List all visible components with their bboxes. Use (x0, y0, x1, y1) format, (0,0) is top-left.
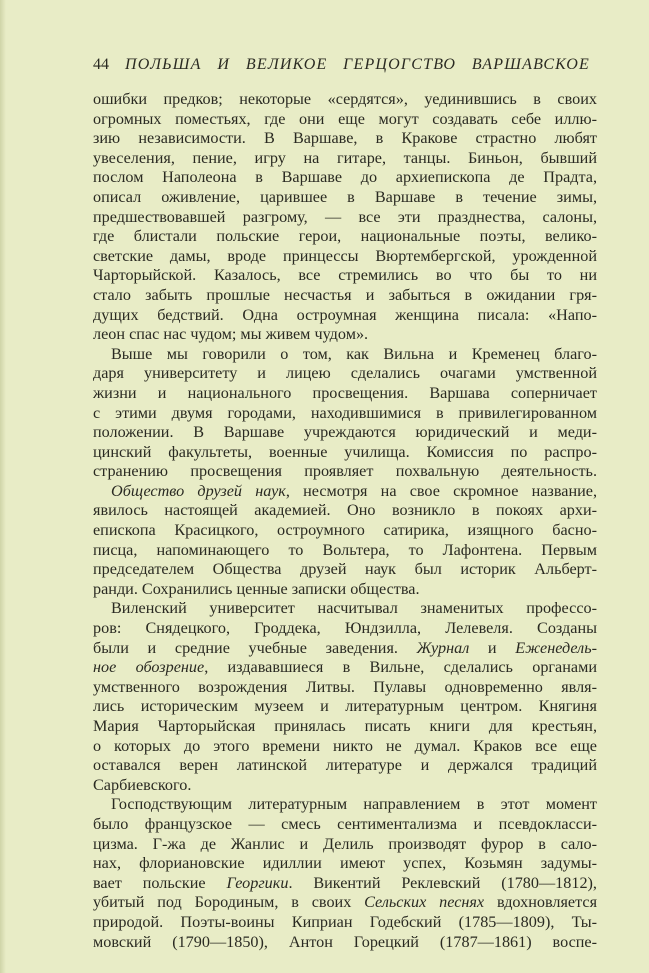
text-line (93, 835, 597, 855)
text-line (93, 306, 597, 326)
text-line (93, 404, 597, 424)
text-line (93, 815, 597, 835)
text-segment: огромных поместьях, где они еще могут создавать себе иллю- (93, 109, 597, 128)
text-line (93, 462, 597, 482)
text-segment: , издававшиеся в Вильне, сделались органами (204, 658, 597, 677)
text-segment: послом Наполеона в Варшаве до архиепископа де Прадта, (93, 168, 597, 187)
text-segment: цизма. Г-жа де Жанлис и Делиль производят фурор в сало- (93, 834, 597, 853)
text-segment: Господствующим литературным направлением в этот момент (111, 795, 597, 814)
text-line (93, 501, 597, 521)
text-segment: председателем Общества друзей наук был историк Альберт- (93, 560, 597, 579)
text-line (93, 149, 597, 169)
text-segment: вдохновляется (484, 893, 598, 912)
text-segment: стало забыть прошлые несчастья и забыться в ожидании гря- (93, 285, 597, 304)
text-line (93, 110, 597, 130)
text-segment: цинский факультеты, военные училища. Комиссия по распро- (93, 442, 597, 461)
text-segment: даря университету и лицею сделались очагами умственной (93, 364, 597, 383)
text-line (93, 227, 597, 247)
text-segment: ошибки предков; некоторые «сердятся», уединившись в своих (93, 90, 597, 108)
italic-title-text: Сельских песнях (364, 893, 485, 912)
text-segment: жизни и национального просвещения. Варшава соперничает (93, 383, 597, 402)
text-segment: с этими двумя городами, находившимися в привилегированном (93, 403, 597, 422)
text-segment: Чарторыйской. Казалось, все стремились во что бы то ни (93, 266, 597, 285)
text-line (93, 913, 597, 933)
italic-title-text: Журнал (416, 638, 470, 657)
text-line (93, 580, 597, 600)
text-segment: убитый под Бородиным, в своих (93, 893, 365, 912)
text-segment: писца, напоминающего то Вольтера, то Лафонтена. Первым (93, 540, 597, 559)
text-line (93, 188, 597, 208)
text-line (93, 639, 597, 659)
text-line (93, 933, 597, 953)
text-segment: светские дамы, вроде принцессы Вюртембергской, урожденной (93, 246, 597, 265)
text-line (93, 854, 597, 874)
page-number: 44 (93, 56, 109, 73)
text-line (93, 619, 597, 639)
text-segment: Выше мы говорили о том, как Вильна и Кременец благо- (111, 344, 597, 363)
text-line (93, 443, 597, 463)
text-line (93, 697, 597, 717)
text-segment: положении. В Варшаве учреждаются юридический и меди- (93, 423, 597, 442)
text-line (93, 678, 597, 698)
text-line (93, 247, 597, 267)
text-segment: Виленский университет насчитывал знаменитых профессо- (111, 599, 597, 618)
text-segment: было французское — смесь сентиментализма и псевдокласси- (93, 814, 597, 833)
text-line (93, 521, 597, 541)
text-segment: лись историческим музеем и литературным центром. Княгиня (93, 697, 597, 716)
text-line (93, 364, 597, 384)
italic-title-text: Еженедель- (515, 638, 597, 657)
text-segment: увеселения, пение, игру на гитаре, танцы. Биньон, бывший (93, 148, 597, 167)
text-segment: мовский (1790—1850), Антон Горецкий (1787—1861) воспе- (93, 932, 597, 951)
text-segment: о которых до этого времени никто не думал. Краков все еще (93, 736, 597, 755)
text-line (93, 208, 597, 228)
text-line (93, 776, 597, 796)
text-line (93, 286, 597, 306)
text-segment: нах, флориановские идиллии имеют успех, Козьмян задумы- (93, 854, 597, 873)
text-line (93, 266, 597, 286)
text-segment: умственного возрождения Литвы. Пулавы одновременно явля- (93, 677, 597, 696)
text-segment: природой. Поэты-воины Киприан Годебский (1785—1809), Ты- (93, 912, 597, 931)
text-line (93, 129, 597, 149)
text-segment: Мария Чарторыйская принялась писать книги для крестьян, (93, 717, 597, 735)
text-line (93, 90, 597, 110)
text-segment: леон спас нас чудом; мы живем чудом». (93, 325, 369, 344)
text-segment: где блистали польские герои, национальные поэты, велико- (93, 227, 597, 246)
text-segment: и (469, 638, 516, 657)
text-line (93, 658, 597, 678)
text-line (93, 384, 597, 404)
text-line (93, 325, 597, 345)
text-segment: дущих бедствий. Одна остроумная женщина писала: «Напо- (93, 305, 597, 324)
running-title: ПОЛЬША И ВЕЛИКОЕ ГЕРЦОГСТВО ВАРШАВСКОЕ (125, 56, 590, 73)
text-line (93, 874, 597, 894)
text-segment: предшествовавшей разгрому, — все эти празднества, салоны, (93, 207, 597, 226)
text-segment: . Викентий Реклевский (1780—1812), (288, 873, 597, 892)
text-line (93, 423, 597, 443)
text-segment: Сарбиевского. (93, 775, 192, 794)
italic-title-text: Георгики (226, 873, 289, 892)
text-line (93, 541, 597, 561)
text-segment: оставался верен латинской литературе и держался традиций (93, 756, 597, 775)
text-line (93, 599, 597, 619)
text-segment: явилось настоящей академией. Оно возникло в покоях архи- (93, 501, 597, 520)
text-line (93, 345, 597, 365)
body-text (93, 90, 597, 952)
text-segment: ранди. Сохранились ценные записки общества. (93, 579, 420, 598)
text-line (93, 560, 597, 580)
text-segment: епископа Красицкого, остроумного сатирика, изящного басно- (93, 521, 597, 540)
text-segment: ров: Снядецкого, Гроддека, Юндзилла, Лелевеля. Созданы (93, 619, 597, 638)
text-line (93, 482, 597, 502)
text-segment: описал оживление, царившее в Варшаве в течение зимы, (93, 187, 597, 206)
italic-title-text: Общество друзей наук (111, 481, 286, 500)
running-header (93, 56, 597, 78)
text-line (93, 756, 597, 776)
page-edge-shadow (0, 0, 6, 973)
italic-title-text: ное обозрение (93, 658, 205, 677)
text-line (93, 737, 597, 757)
text-segment: были и средние учебные заведения. (93, 638, 417, 657)
text-segment: вает польские (93, 873, 227, 892)
text-line (93, 795, 597, 815)
text-line (93, 717, 597, 737)
text-segment: , несмотря на свое скромное название, (285, 481, 598, 500)
text-segment: зию независимости. В Варшаве, в Кракове страстно любят (93, 129, 597, 148)
text-line (93, 168, 597, 188)
text-line (93, 893, 597, 913)
text-segment: странению просвещения проявляет похвальную деятельность. (93, 462, 597, 481)
